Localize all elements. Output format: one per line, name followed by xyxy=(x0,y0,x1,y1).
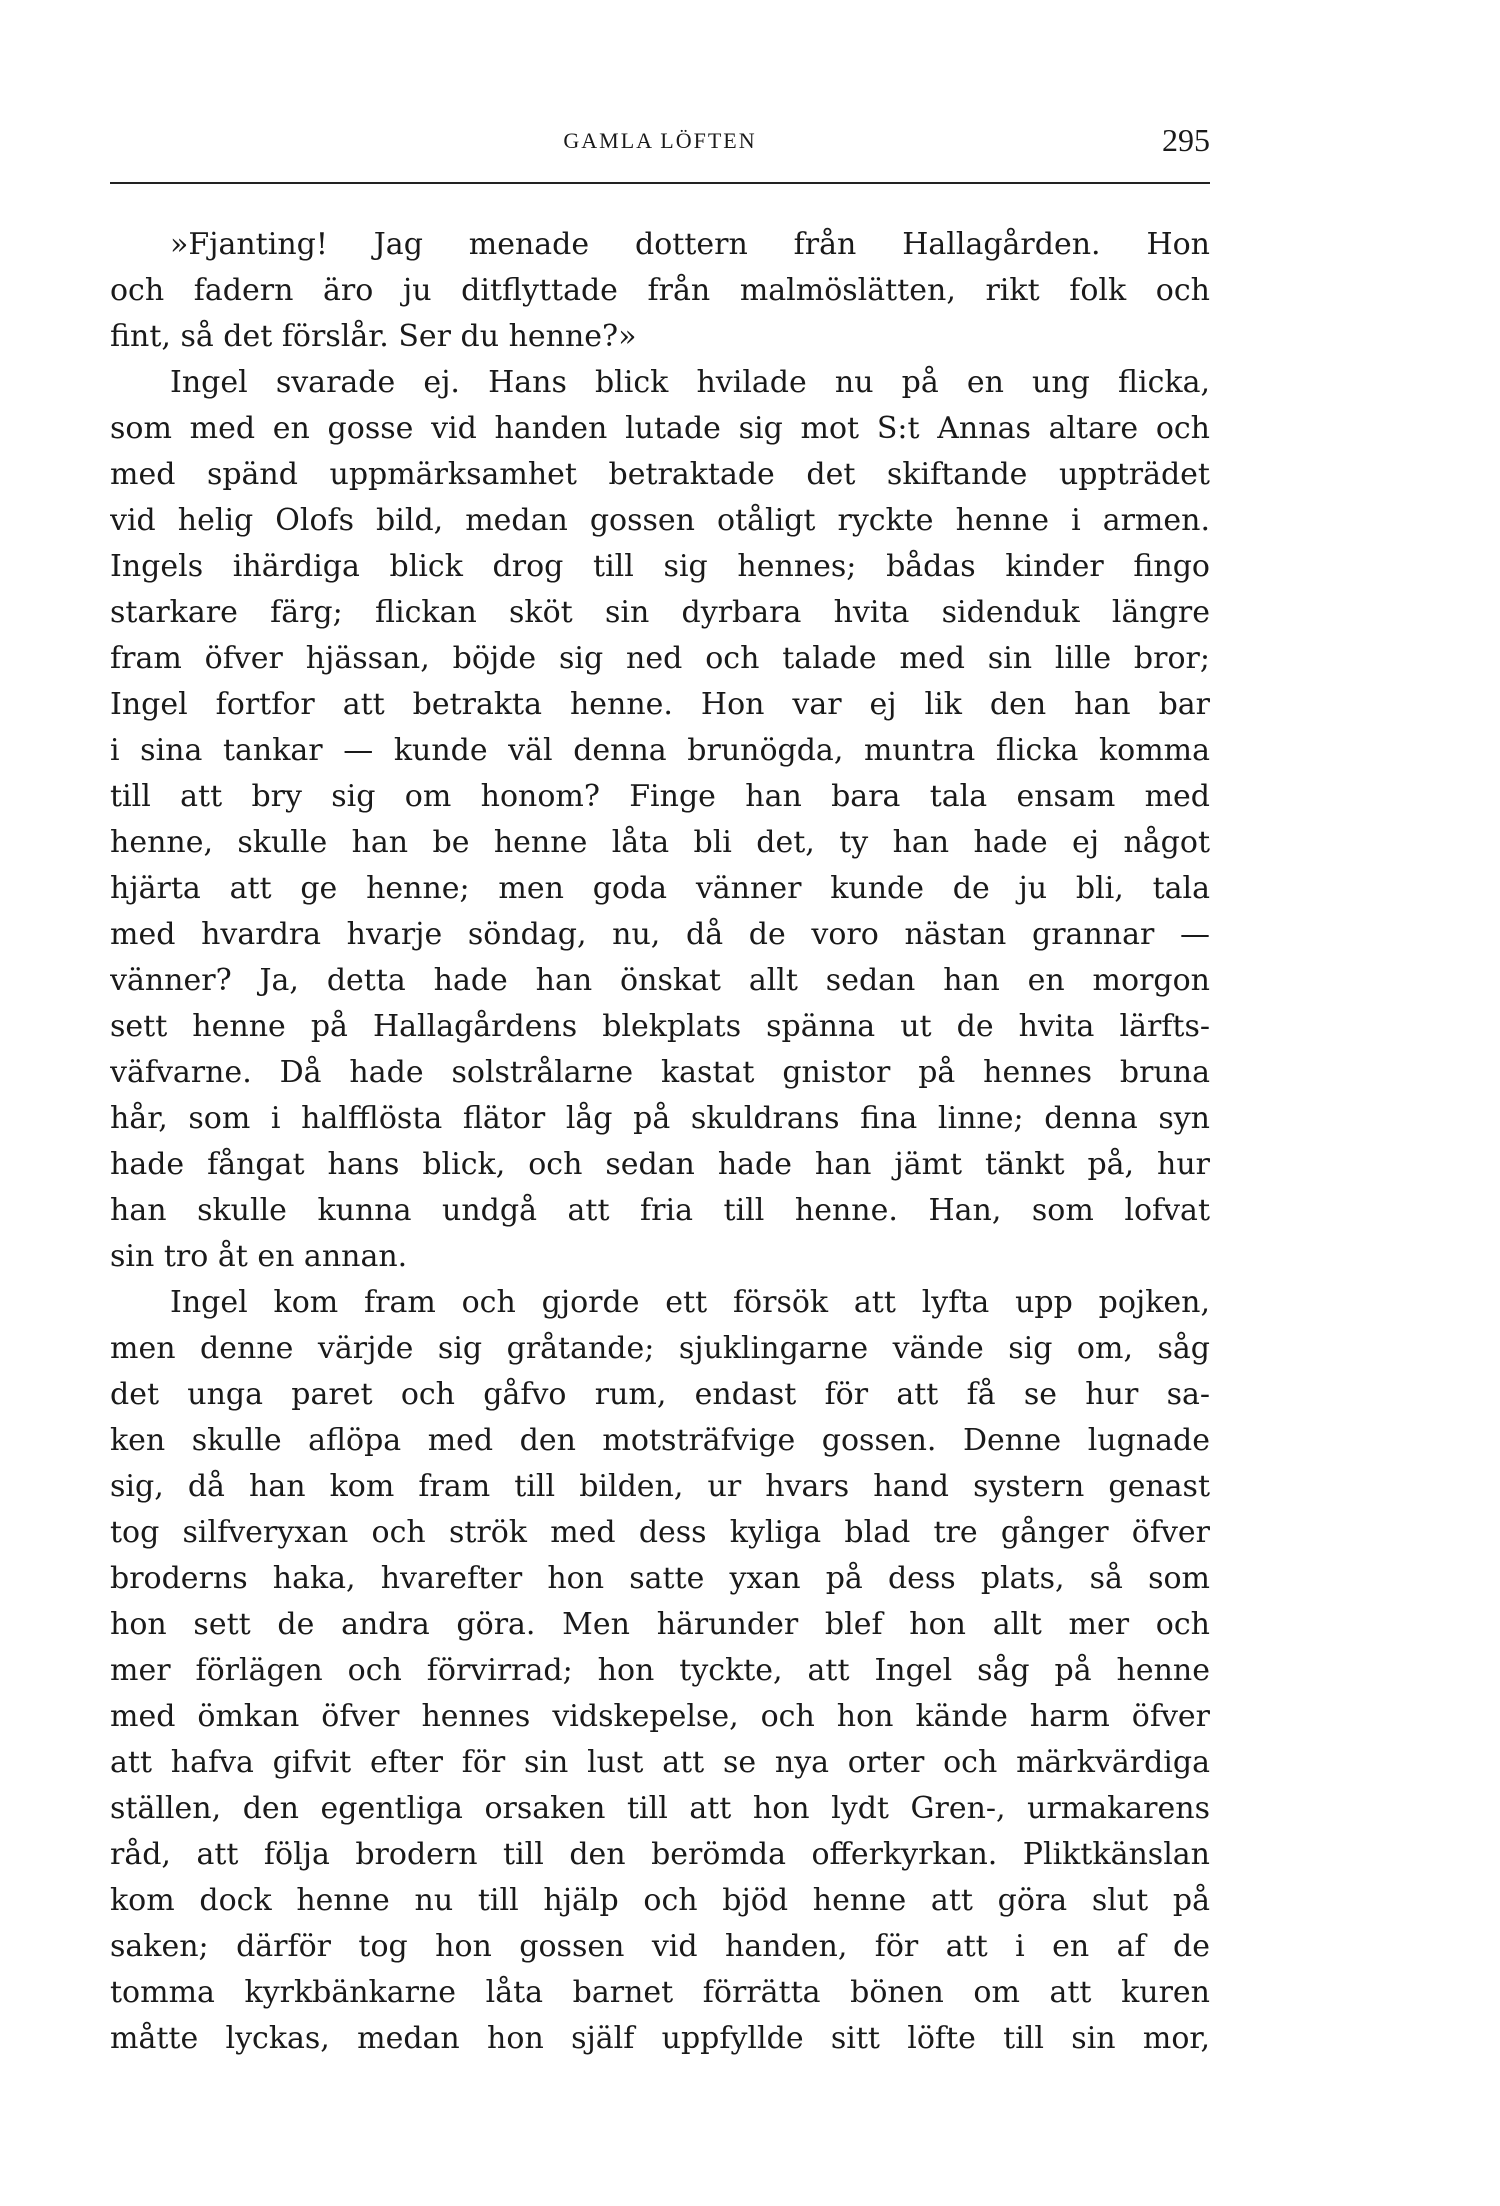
text-line: vid helig Olofs bild, medan gossen otåligt ryckte henne i armen. xyxy=(110,503,1210,538)
text-line: att hafva gifvit efter för sin lust att se nya orter och märkvärdiga xyxy=(110,1745,1210,1780)
text-line: sin tro åt en annan. xyxy=(110,1239,408,1274)
text-line: råd, att följa brodern till den berömda offerkyrkan. Pliktkänslan xyxy=(110,1837,1210,1872)
text-line: måtte lyckas, medan hon själf uppfyllde sitt löfte till sin mor, xyxy=(110,2021,1210,2056)
text-line: starkare färg; flickan sköt sin dyrbara hvita sidenduk längre xyxy=(110,595,1210,630)
text-line: tog silfveryxan och strök med dess kyliga blad tre gånger öfver xyxy=(110,1515,1210,1550)
text-line: ställen, den egentliga orsaken till att hon lydt Gren-, urmakarens xyxy=(110,1791,1210,1826)
text-line: Ingel svarade ej. Hans blick hvilade nu på en ung flicka, xyxy=(170,365,1210,400)
text-line: hjärta att ge henne; men goda vänner kunde de ju bli, tala xyxy=(110,871,1210,906)
text-line: kom dock henne nu till hjälp och bjöd henne att göra slut på xyxy=(110,1883,1210,1918)
text-line: Ingel fortfor att betrakta henne. Hon var ej lik den han bar xyxy=(110,687,1210,722)
text-line: i sina tankar — kunde väl denna brunögda, muntra flicka komma xyxy=(110,733,1210,768)
text-line: hår, som i halfflösta flätor låg på skuldrans fina linne; denna syn xyxy=(110,1101,1210,1136)
page-number: 295 xyxy=(1162,122,1210,158)
text-line: vänner? Ja, detta hade han önskat allt sedan han en morgon xyxy=(110,963,1210,998)
text-line: mer förlägen och förvirrad; hon tyckte, att Ingel såg på henne xyxy=(110,1653,1210,1688)
text-line: fram öfver hjässan, böjde sig ned och talade med sin lille bror; xyxy=(110,641,1210,676)
header-rule xyxy=(110,182,1210,184)
text-line: till att bry sig om honom? Finge han bara tala ensam med xyxy=(110,779,1210,814)
text-line: ken skulle aflöpa med den motsträfvige gossen. Denne lugnade xyxy=(110,1423,1210,1458)
text-line: hon sett de andra göra. Men härunder blef hon allt mer och xyxy=(110,1607,1210,1642)
text-line: sig, då han kom fram till bilden, ur hvars hand systern genast xyxy=(110,1469,1210,1504)
text-line: han skulle kunna undgå att fria till henne. Han, som lofvat xyxy=(110,1193,1210,1228)
text-line: Ingel kom fram och gjorde ett försök att lyfta upp pojken, xyxy=(170,1285,1210,1320)
text-line: broderns haka, hvarefter hon satte yxan på dess plats, så som xyxy=(110,1561,1210,1596)
running-title: GAMLA LÖFTEN xyxy=(563,128,757,153)
text-line: saken; därför tog hon gossen vid handen, för att i en af de xyxy=(110,1929,1210,1964)
text-line: som med en gosse vid handen lutade sig mot S:t Annas altare och xyxy=(110,411,1210,446)
text-line: med ömkan öfver hennes vidskepelse, och hon kände harm öfver xyxy=(110,1699,1210,1734)
text-line: sett henne på Hallagårdens blekplats spänna ut de hvita lärfts- xyxy=(110,1009,1210,1044)
text-line: det unga paret och gåfvo rum, endast för att få se hur sa- xyxy=(110,1377,1210,1412)
body-text xyxy=(110,222,1210,2062)
text-line: med hvardra hvarje söndag, nu, då de voro nästan grannar — xyxy=(110,917,1210,952)
text-line: tomma kyrkbänkarne låta barnet förrätta bönen om att kuren xyxy=(110,1975,1210,2010)
text-line: henne, skulle han be henne låta bli det, ty han hade ej något xyxy=(110,825,1210,860)
text-line: fint, så det förslår. Ser du henne?» xyxy=(110,319,637,354)
text-line: och fadern äro ju ditflyttade från malmöslätten, rikt folk och xyxy=(110,273,1210,308)
text-line: väfvarne. Då hade solstrålarne kastat gnistor på hennes bruna xyxy=(110,1055,1210,1090)
page-header xyxy=(110,122,1210,168)
text-line: men denne värjde sig gråtande; sjuklingarne vände sig om, såg xyxy=(110,1331,1210,1366)
text-line: »Fjanting! Jag menade dottern från Hallagården. Hon xyxy=(170,227,1210,262)
text-line: med spänd uppmärksamhet betraktade det skiftande uppträdet xyxy=(110,457,1210,492)
text-line: Ingels ihärdiga blick drog till sig hennes; bådas kinder fingo xyxy=(110,549,1210,584)
text-line: hade fångat hans blick, och sedan hade han jämt tänkt på, hur xyxy=(110,1147,1210,1182)
